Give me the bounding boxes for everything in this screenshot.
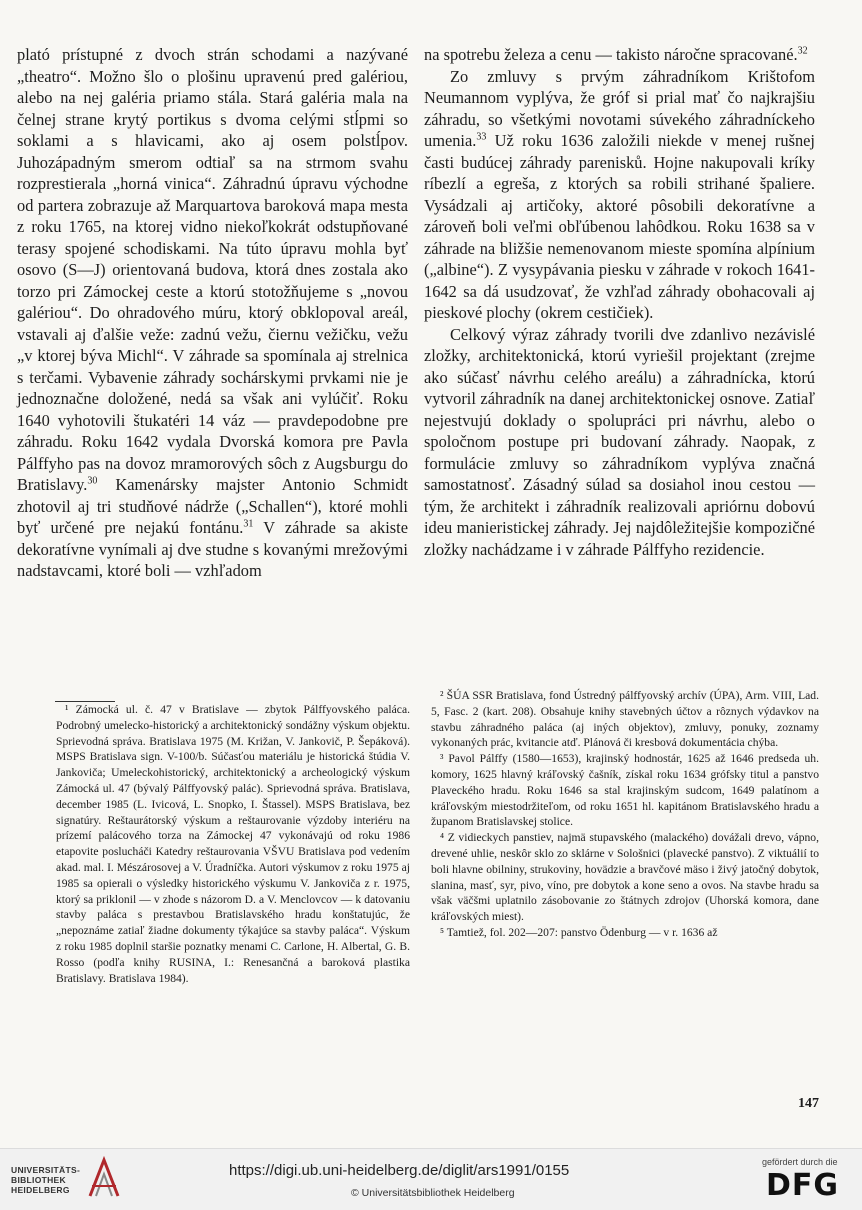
- library-name-line-1: UNIVERSITÄTS-: [11, 1165, 81, 1175]
- left-paragraph-1: [17, 44, 408, 582]
- permalink-url[interactable]: https://digi.ub.uni-heidelberg.de/diglit/ars1991/0155: [229, 1162, 570, 1179]
- footnote-2: ² ŠÚA SSR Bratislava, fond Ústredný pálffyovský archív (ÚPA), Arm. VIII, Lad. 5, Fasc. 2 (kart. 208). Obsahuje knihy stavebných účtov a rôznych výdavkov na stavbu záhradného paláca (aj iných objektov), zmluvy, ponuky, zoznamy vykonaných prác, kvitancie atď. Plánová či kresbová dokumentácia chýba.: [431, 689, 819, 750]
- right-text-3: Už roku 1636 založili niekde v menej rušnej časti budúcej záhrady parenisků. Hojne nakupovali kríky ríbezlí a egreša, z ktorých sa robili strihané špaliere. Vysádzali aj artičoky, aktoré pôsobili dekoratívne a zároveň boli veľmi obľúbenou lahôdkou. Roku 1638 sa v záhrade na bližšie nemenovanom mieste spomína alpínium („albine“). Z vysypávania piesku v záhrade v rokoch 1641-1642 sa dá usudzovať, že vzhľad záhrady obohacovali aj pieskové plochy (okrem cestičiek).: [424, 131, 815, 322]
- library-logo-text[interactable]: [11, 1165, 80, 1195]
- left-text-1: plató prístupné z dvoch strán schodami a nazývané „theatro“. Možno šlo o plošinu upravenú pred galériou, alebo na nej galéria priamo stála. Stará galéria mala na čelnej strane krytý portikus s dvoma celými stĺpmi so soklami a s hlavicami, ako aj osem polstĺpov. Juhozápadným smerom odtiaľ sa na strmom svahu rozprestierala „horná vinica“. Záhradnú úpravu východne od partera zobrazuje až Marquartova baroková mapa mesta z roku 1765, na ktorej vidno niekoľkokrát odstupňované terasy spojené schodiskami. Na túto úpravu mohla byť osovo (S—J) orientovaná budova, ktorá dnes zostala ako torzo pri Zámockej ceste a ktorú stotožňujeme s „novou galériou“. Do ohradového múru, ktorý obklopoval areál, vstavali aj ďalšie veže: zadnú vežu, čiernu vežičku, vežu „v ktorej býva Michl“. V záhrade sa spomínala aj strelnica s terčami. Vybavenie záhrady sochárskymi prvkami nie je jednoznačne doložené, nedá sa však ani vylúčiť. Roku 1640 vyhotovili štukatéri 14 váz — pravdepodobne pre záhradu. Roku 1642 vydala Dvorská komora pre Pavla Pálffyho pas na dovoz mramorových sôch z Augsburgu do Bratislavy.: [17, 45, 408, 494]
- library-name-line-2: BIBLIOTHEK: [11, 1175, 66, 1185]
- footnotes-left: [56, 702, 410, 986]
- footnote-3: ³ Pavol Pálffy (1580—1653), krajinský hodnostár, 1625 až 1646 predseda uh. komory, 1625 hlavný kráľovský čašník, získal roku 1634 grófsky titul a panstvo Plaveckého hradu. Roku 1646 sa stal krajinským sudcom, 1649 palatínom a kráľovským miestodržiteľom, od roku 1651 hl. kapitánom Bratislavského hradu a županom Bratislavskej stolice.: [431, 752, 819, 829]
- left-text-2: Kamenársky majster Antonio Schmidt zhotovil aj tri studňové nádrže („Schallen“), ktoré mohli byť určené pre nejakú fontánu.: [17, 475, 408, 537]
- right-paragraph-1: [424, 44, 815, 66]
- footnote-ref-30[interactable]: 30: [87, 475, 98, 487]
- footnote-4: ⁴ Z vidieckych panstiev, najmä stupavského (malackého) dovážali drevo, vápno, drevené uhlie, neskôr sklo zo sklárne v Sološnici (plavecké panstvo). Z viktuálií to boli hlavne obilniny, strukoviny, hovädzie a bravčové mäso i živý jatočný dobytok, slanina, masť, syr, pivo, víno, pre dobytok a kone seno a ovos. Na stavbe hradu sa však väčšmi uplatnilo zásobovanie zo štátnych zdrojov (Uhorská komora, dane kráľovských miest).: [431, 831, 819, 924]
- footnote-ref-33[interactable]: 33: [476, 131, 487, 143]
- left-column: [17, 44, 408, 582]
- footnote-5: ⁵ Tamtiež, fol. 202—207: panstvo Ödenburg — v r. 1636 až: [440, 925, 718, 939]
- right-paragraph-2: [424, 66, 815, 324]
- footnote-ref-32[interactable]: 32: [797, 45, 808, 57]
- right-paragraph-3: Celkový výraz záhrady tvorili dve zdanlivo nezávislé zložky, architektonická, ktorú vyriešil projektant (zrejme ako súčasť návrhu celého areálu) a záhradnícka, ktorú vytvoril záhradník na danej architektonickej osnove. Zatiaľ nejestvujú doklady o spolupráci pri návrhu, alebo o spoločnom postupe pri budovaní záhrady. Naopak, z formulácie zmluvy so záhradníkom vyplýva značná samostatnosť. Zásadný súlad sa dosiahol inou cestou — tým, že architekt i záhradník realizovali apriórnu dobovú ideu manieristickej záhrady. Jej najdôležitejšie kompozičné zložky nachádzame i v záhrade Pálffyho rezidencie.: [424, 324, 815, 559]
- viewer-footer: [0, 1148, 862, 1210]
- right-text-1: na spotrebu železa a cenu — takisto náročne spracované.: [424, 45, 798, 64]
- page-number: 147: [798, 1096, 819, 1111]
- sponsor-tagline: gefördert durch die: [762, 1157, 838, 1167]
- library-name-line-3: HEIDELBERG: [11, 1185, 70, 1195]
- footnote-ref-31[interactable]: 31: [243, 518, 254, 530]
- right-column: [424, 44, 815, 560]
- right-text-2: Zo zmluvy s prvým záhradníkom Krištofom Neumannom vyplýva, že gróf si prial mať čo najkrajšiu záhradu, so všetkými novotami súvekého záhradníckeho umenia.: [424, 66, 815, 150]
- footnote-1: ¹ Zámocká ul. č. 47 v Bratislave — zbytok Pálffyovského paláca. Podrobný umelecko-historický a architektonický sondážny výskum objektu. Sprievodná správa. Bratislava 1975 (M. Križan, V. Jankovič, P. Šepáková). MSPS Bratislava sign. V-100/b. Súčasťou materiálu je historická štúdia V. Jankoviča; Umeleckohistorický, architektonický a archeologický výskum Zámocká ul. 47 (bývalý Pálffyovský palác). Sprievodná správa. Bratislava, december 1985 (L. Ivicová, L. Snopko, I. Štassel). MSPS Bratislava, bez signatúry. Reštaurátorský výskum a reštaurovanie výzdoby interiéru na prízemí palácového torza na Zámockej 47 vykonávajú od roku 1986 etapovite poslucháči Katedry reštaurovania VŠVU Bratislava pod vedením akad. mal. I. Mészárosovej a V. Úradníčka. Autori výskumov z roku 1975 aj 1985 sa opierali o výsledky historického výskumu V. Jankoviča z r. 1975, ktorý sa priklonil — v zhode s názorom D. a V. Menclovcov — k datovaniu stavby paláca s prestavbou Bratislavského hradu konštatujúc, že „nepoznáme zatiaľ žiadne dokumenty týkajúce sa stavby paláca“. Výskum z roku 1985 doplnil staršie poznatky menami C. Carlone, H. Albertal, G. B. Rosso (podľa knihy RUSINA, I.: Renesančná a baroková plastika Bratislavy. Bratislava 1984).: [56, 703, 410, 985]
- library-logo-icon[interactable]: [86, 1156, 122, 1200]
- dfg-logo[interactable]: DFG: [766, 1168, 840, 1203]
- copyright-notice: © Universitätsbibliothek Heidelberg: [351, 1187, 515, 1199]
- left-text-3: V záhrade sa akiste dekoratívne vynímali aj dve studne s kovanými mrežovými nadstavcami, ktoré boli — vzhľadom: [17, 518, 408, 580]
- footnotes-right: [431, 688, 819, 941]
